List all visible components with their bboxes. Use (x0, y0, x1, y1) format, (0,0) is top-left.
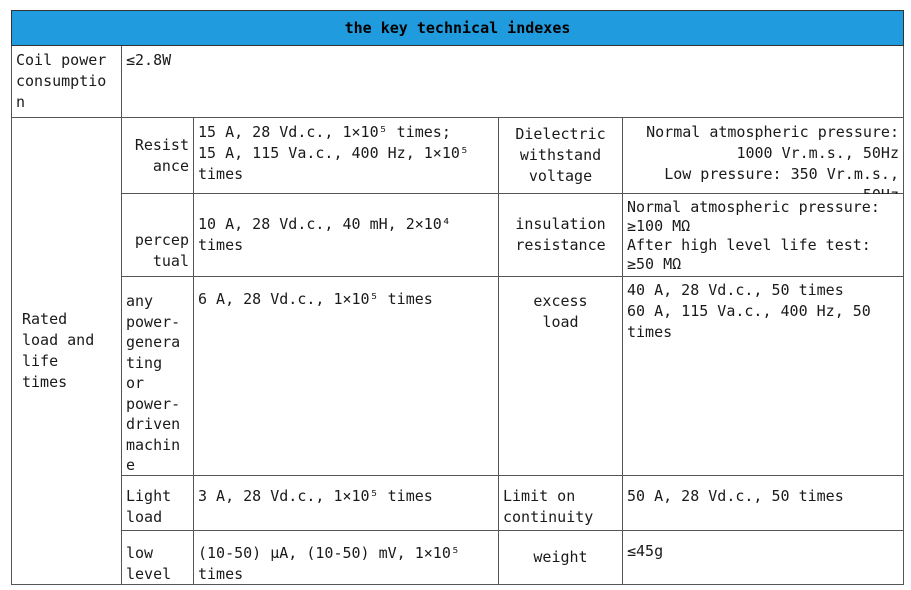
load-spec-light: 3 A, 28 Vd.c., 1×10⁵ times (194, 476, 499, 531)
param-limit-continuity: Limit on continuity (499, 476, 623, 531)
load-type-resistance: Resist ance (122, 118, 194, 194)
table-title: the key technical indexes (11, 10, 904, 46)
param-excess-load: excess load (499, 277, 623, 476)
param-value-insulation-resistance: Normal atmospheric pressure: ≥100 MΩ After high level life test: ≥50 MΩ (623, 194, 904, 277)
load-spec-power-machine: 6 A, 28 Vd.c., 1×10⁵ times (194, 277, 499, 476)
param-value-excess-load: 40 A, 28 Vd.c., 50 times 60 A, 115 Va.c., 400 Hz, 50 times (623, 277, 904, 476)
spec-table (11, 10, 904, 585)
load-type-light: Light load (122, 476, 194, 531)
load-type-power-machine: any power- genera ting or power- driven machin e (122, 277, 194, 476)
param-insulation-resistance: insulation resistance (499, 194, 623, 277)
param-value-dielectric-voltage: Normal atmospheric pressure: 1000 Vr.m.s., 50Hz Low pressure: 350 Vr.m.s., (623, 118, 904, 194)
param-value-limit-continuity: 50 A, 28 Vd.c., 50 times (623, 476, 904, 531)
load-spec-low-level: (10-50) μA, (10-50) mV, 1×10⁵ times (194, 531, 499, 585)
param-value-weight: ≤45g (623, 531, 904, 585)
load-type-perceptual: percep tual (122, 194, 194, 277)
rated-load-label: Rated load and life times (11, 118, 122, 585)
param-weight: weight (499, 531, 623, 585)
load-type-low-level: low level (122, 531, 194, 585)
coil-power-label: Coil power consumptio n (11, 46, 122, 118)
load-spec-perceptual: 10 A, 28 Vd.c., 40 mH, 2×10⁴ times (194, 194, 499, 277)
param-dielectric-voltage: Dielectric withstand voltage (499, 118, 623, 194)
coil-power-value: ≤2.8W (122, 46, 904, 118)
load-spec-resistance: 15 A, 28 Vd.c., 1×10⁵ times; 15 A, 115 Va.c., 400 Hz, 1×10⁵ times (194, 118, 499, 194)
